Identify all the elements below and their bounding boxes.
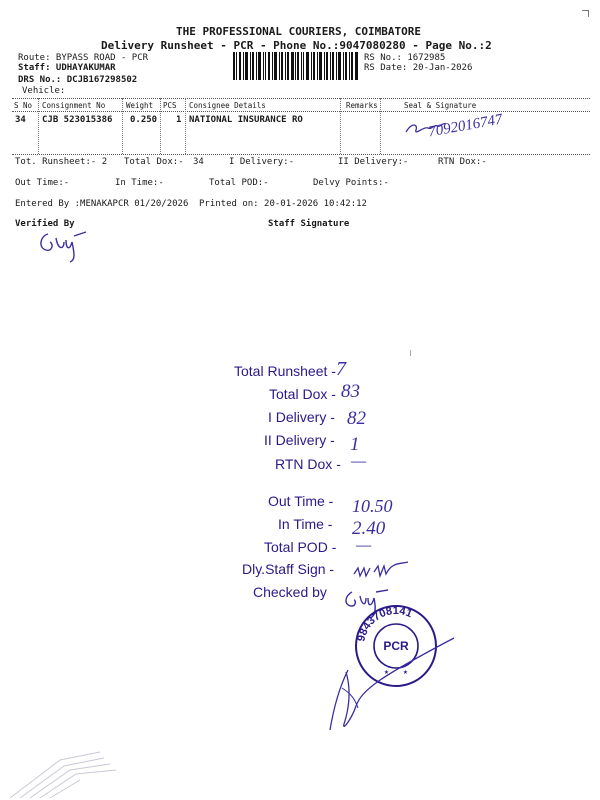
stamp-i-delivery-value: 82 bbox=[347, 408, 366, 429]
svg-text:★: ★ bbox=[384, 667, 389, 676]
seal-center-text: PCR bbox=[383, 639, 409, 653]
total-pod-label: Total POD:- bbox=[209, 178, 269, 188]
col-sno: S No bbox=[14, 101, 33, 110]
route-label: Route: BYPASS ROAD - PCR bbox=[18, 53, 149, 63]
stamp-ii-delivery-label: II Delivery - bbox=[264, 432, 335, 448]
corner-mark bbox=[582, 10, 589, 17]
verified-by-label: Verified By bbox=[15, 219, 75, 229]
stamp-total-pod-value: — bbox=[356, 535, 372, 554]
seal-ring-number: 9843708141 bbox=[355, 604, 414, 643]
col-pcs: PCS bbox=[163, 101, 177, 110]
rtn-dox-label: RTN Dox:- bbox=[438, 157, 487, 167]
stamp-total-runsheet-value: 7 bbox=[336, 358, 346, 380]
row-sno: 34 bbox=[15, 115, 26, 125]
col-consignee: Consignee Details bbox=[189, 101, 266, 110]
ii-delivery-label: II Delivery:- bbox=[338, 157, 409, 167]
barcode-image bbox=[233, 52, 358, 80]
row-consignee: NATIONAL INSURANCE RO bbox=[189, 115, 303, 125]
staff-signature-image bbox=[352, 558, 412, 582]
in-time-label: In Time:- bbox=[115, 178, 164, 188]
row-consignment: CJB 523015386 bbox=[42, 115, 113, 125]
i-delivery-label: I Delivery:- bbox=[229, 157, 295, 167]
delvy-points-label: Delvy Points:- bbox=[313, 178, 389, 188]
drs-number: DRS No.: DCJB167298502 bbox=[18, 75, 138, 85]
stray-mark bbox=[410, 350, 411, 356]
staff-signature-label: Staff Signature bbox=[268, 219, 350, 229]
total-dox-value: 34 bbox=[193, 157, 204, 167]
entered-by: Entered By :MENAKAPCR 01/20/2026 bbox=[15, 199, 189, 209]
runsheet-subtitle: Delivery Runsheet - PCR - Phone No.:9047080280 - Page No.:2 bbox=[101, 39, 492, 52]
seal-overlay-signature-image bbox=[318, 636, 458, 736]
stamp-rtn-dox-label: RTN Dox - bbox=[275, 456, 341, 472]
bleed-through-mark bbox=[0, 740, 140, 800]
tot-runsheet: Tot. Runsheet:- 2 bbox=[15, 157, 108, 167]
stamp-in-time-value: 2.40 bbox=[352, 518, 386, 539]
col-weight: Weight bbox=[126, 101, 154, 110]
rs-number: RS No.: 1672985 bbox=[364, 53, 446, 63]
consignee-phone-note: 7092016747 bbox=[427, 111, 504, 141]
stamp-staff-sign-label: Dly.Staff Sign - bbox=[242, 561, 335, 577]
rs-date: RS Date: 20-Jan-2026 bbox=[364, 63, 473, 73]
stamp-ii-delivery-value: 1 bbox=[350, 434, 360, 455]
stamp-total-dox-label: Total Dox - bbox=[269, 386, 336, 402]
col-seal: Seal & Signature bbox=[404, 101, 477, 110]
row-pcs: 1 bbox=[176, 115, 182, 125]
stamp-out-time-value: 10.50 bbox=[352, 496, 393, 516]
stamp-total-runsheet-label: Total Runsheet - bbox=[234, 363, 336, 379]
row-weight: 0.250 bbox=[130, 115, 158, 125]
verified-by-signature-image bbox=[36, 228, 92, 264]
stamp-in-time-label: In Time - bbox=[278, 516, 333, 532]
col-remarks: Remarks bbox=[346, 101, 378, 110]
stamp-checked-by-label: Checked by bbox=[253, 584, 327, 600]
staff-label: Staff: UDHAYAKUMAR bbox=[18, 63, 116, 73]
total-dox-label: Total Dox:- bbox=[124, 157, 184, 167]
stamp-out-time-label: Out Time - bbox=[268, 493, 334, 509]
col-consignment: Consignment No bbox=[42, 101, 106, 110]
printed-on: Printed on: 20-01-2026 10:42:12 bbox=[199, 199, 367, 209]
company-title: THE PROFESSIONAL COURIERS, COIMBATORE bbox=[176, 25, 422, 38]
stamp-total-dox-value: 83 bbox=[341, 381, 360, 402]
svg-text:★: ★ bbox=[403, 667, 408, 676]
vehicle-label: Vehicle: bbox=[22, 86, 66, 96]
stamp-i-delivery-label: I Delivery - bbox=[268, 409, 335, 425]
stamp-total-pod-label: Total POD - bbox=[264, 539, 337, 555]
out-time-label: Out Time:- bbox=[15, 178, 70, 188]
stamp-rtn-dox-value: — bbox=[351, 451, 367, 470]
